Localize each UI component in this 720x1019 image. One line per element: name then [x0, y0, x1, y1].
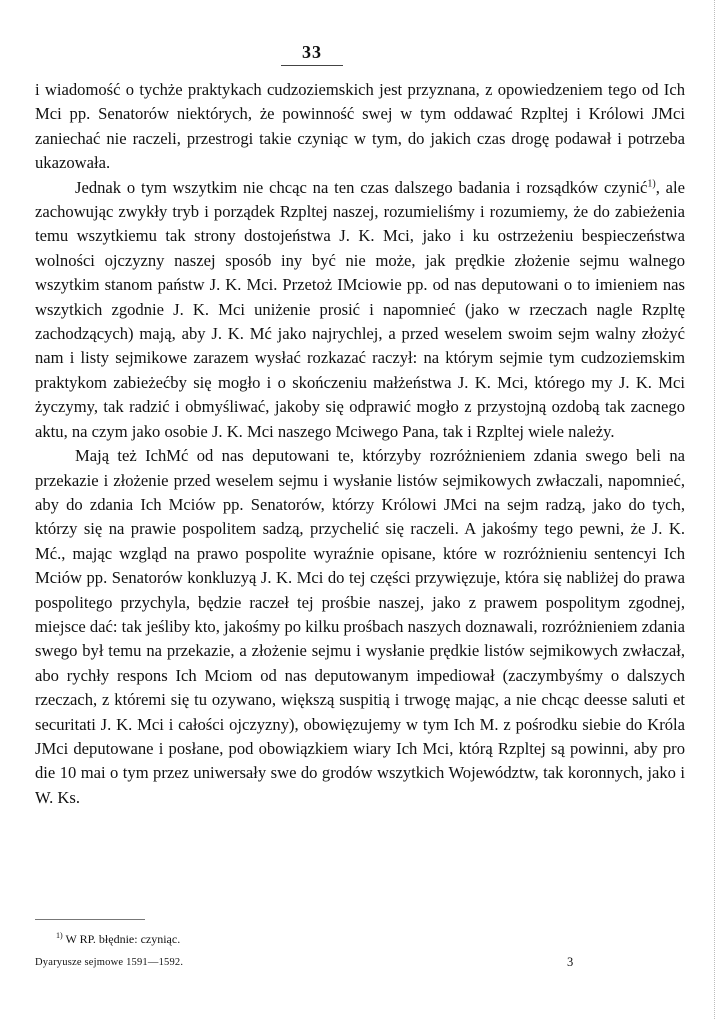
body-text — [35, 78, 685, 810]
paragraph-2-text-b: , ale zachowując zwykły tryb i porządek Rzpltej naszej, rozumieliśmy i rozumiemy, że do zabieżenia temu wszytkiemu tak strony dostojeństwa J. K. Mci, jako i ku ostrzeżeniu bespieczeństwa wolności ojczyzny naszej sposób iny być nie może, jak prędkie złożenie sejmu walnego wszytkim stanom państw J. K. Mci. Przetoż IMciowie pp. od nas deputowani o to imieniem nas wszytkich zgodnie J. K. Mci uniżenie prosić i napomnieć (jako w rzeczach nagle Rzpltę zachodzących) mają, aby J. K. Mć jako najrychlej, a przed weselem swoim sejm walny złożyć nam i listy sejmikowe zarazem wysłać rozkazać raczył: na którym sejmie tym cudzoziemskim praktykom zabieżećby się mogło i o skończeniu małżeństwa J. K. Mci, którego my J. K. Mci życzymy, tak radzić i obmyśliwać, jakoby się odprawić mogło z przystojną ozdobą tak zacnego aktu, na czym jako osobie J. K. Mci naszego Mciwego Pana, tak i Rzpltej wiele należy. — [35, 177, 685, 441]
footer-signature: Dyaryusze sejmowe 1591—1592. — [35, 957, 184, 968]
page-edge — [714, 0, 716, 1019]
paragraph-2-text-a: Jednak o tym wszytkim nie chcąc na ten czas dalszego badania i rozsądków czynić — [75, 177, 648, 197]
footnote-marker: 1) — [56, 931, 63, 940]
page-number: 33 — [302, 42, 322, 62]
footnote — [56, 931, 180, 947]
page-number-rule — [281, 65, 343, 66]
paragraph-1: i wiadomość o tychże praktykach cudzoziemskich jest przyznana, z opowiedzeniem tego od Ich Mci pp. Senatorów niektórych, że powinność swej w tym oddawać Rzpltej i Królowi JMci zaniechać nie raczeli, przestrogi takie czyniąc w tym, do jakich czas drogę podawał i potrzeba ukazowała. — [35, 80, 685, 173]
footnote-text: W RP. błędnie: czyniąc. — [62, 932, 181, 946]
paragraph-2 — [35, 176, 685, 444]
paragraph-3: Mają też IchMć od nas deputowani te, którzyby rozróżnieniem zdania swego beli na przekazie i złożenie przed weselem sejmu i wysłanie listów sejmikowych zwłaczali, napomnieć, aby do zdania Ich Mciów pp. Senatorów, którzy Królowi JMci na sejm radzą, jako do tych, którzy się na prawie pospolitem sadzą, przychelić się raczeli. A jakośmy tego pewni, że J. K. Mć., mając wzgląd na prawo pospolite wyraźnie opisane, które w rozróżnieniu sentencyi Ich Mciów pp. Senatorów konkluzyą J. K. Mci do tej części przywięzuje, która się nabliżej do prawa pospolitego przychyla, będzie raczeł tej prośbie naszej, jako z prawem pospolitym zgodnej, miejsce dać: tak jeśliby kto, jakośmy po kilku prośbach naszych doznawali, rozróżnieniem zdania swego był temu na przekazie, a złożenie sejmu i wysłanie prędkie listów sejmikowych zwłaczał, abo rychły respons Ich Mciom od nas deputowanym impediował (zaczymbyśmy o dalszych rzeczach, z któremi się tu ozywano, większą suspitią i trwogę mając, a nie chcąc deesse saluti et securitati J. K. Mci i całości ojczyzny), obowięzujemy w tym Ich M. z pośrodku siebie do Króla JMci deputowane i posłane, pod obowiązkiem wiary Ich Mci, którą Rzpltej są powinni, aby pro die 10 mai o tym przez uniwersały swe do grodów wszytkich Województw, tak koronnych, jako i W. Ks. — [35, 446, 685, 807]
footnote-rule — [35, 919, 145, 920]
footnote-reference[interactable]: 1) — [647, 178, 656, 190]
footer-sheet-number: 3 — [567, 955, 574, 969]
